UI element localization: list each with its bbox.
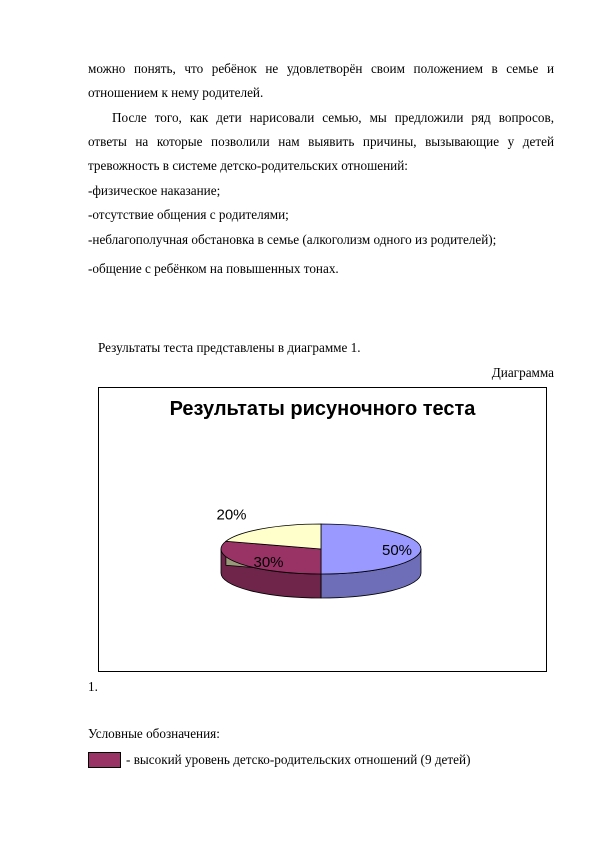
list-item: -отсутствие общения с родителями; <box>88 207 289 222</box>
pie-data-label: 30% <box>253 554 284 572</box>
results-caption: Результаты теста представлены в диаграмме 1. <box>98 340 361 355</box>
pie-data-label: 50% <box>381 542 413 559</box>
diagram-label: Диаграмма <box>491 365 554 380</box>
legend-swatch-purple <box>88 752 121 768</box>
pie-chart <box>99 388 546 671</box>
legend-item: - высокий уровень детско-родительских отношений (9 детей) <box>126 752 471 767</box>
diagram-number: 1. <box>88 679 98 694</box>
list-item: -общение с ребёнком на повышенных тонах. <box>88 261 339 276</box>
pie-data-label: 20% <box>216 506 247 524</box>
legend-heading: Условные обозначения: <box>88 726 220 741</box>
paragraph-line: тревожность в системе детско-родительских отношений: <box>88 158 408 173</box>
paragraph-line: После того, как дети нарисовали семью, мы предложили ряд вопросов, <box>112 110 554 125</box>
chart-frame <box>98 387 547 672</box>
paragraph-line: ответы на которые позволили нам выявить причины, вызывающие у детей <box>88 134 554 149</box>
paragraph-line: отношением к нему родителей. <box>88 85 264 100</box>
paragraph-line: можно понять, что ребёнок не удовлетворён своим положением в семье и <box>88 61 554 76</box>
chart-title: Результаты рисуночного теста <box>169 398 476 420</box>
list-item: -физическое наказание; <box>88 183 221 198</box>
list-item: -неблагополучная обстановка в семье (алкоголизм одного из родителей); <box>88 232 497 247</box>
